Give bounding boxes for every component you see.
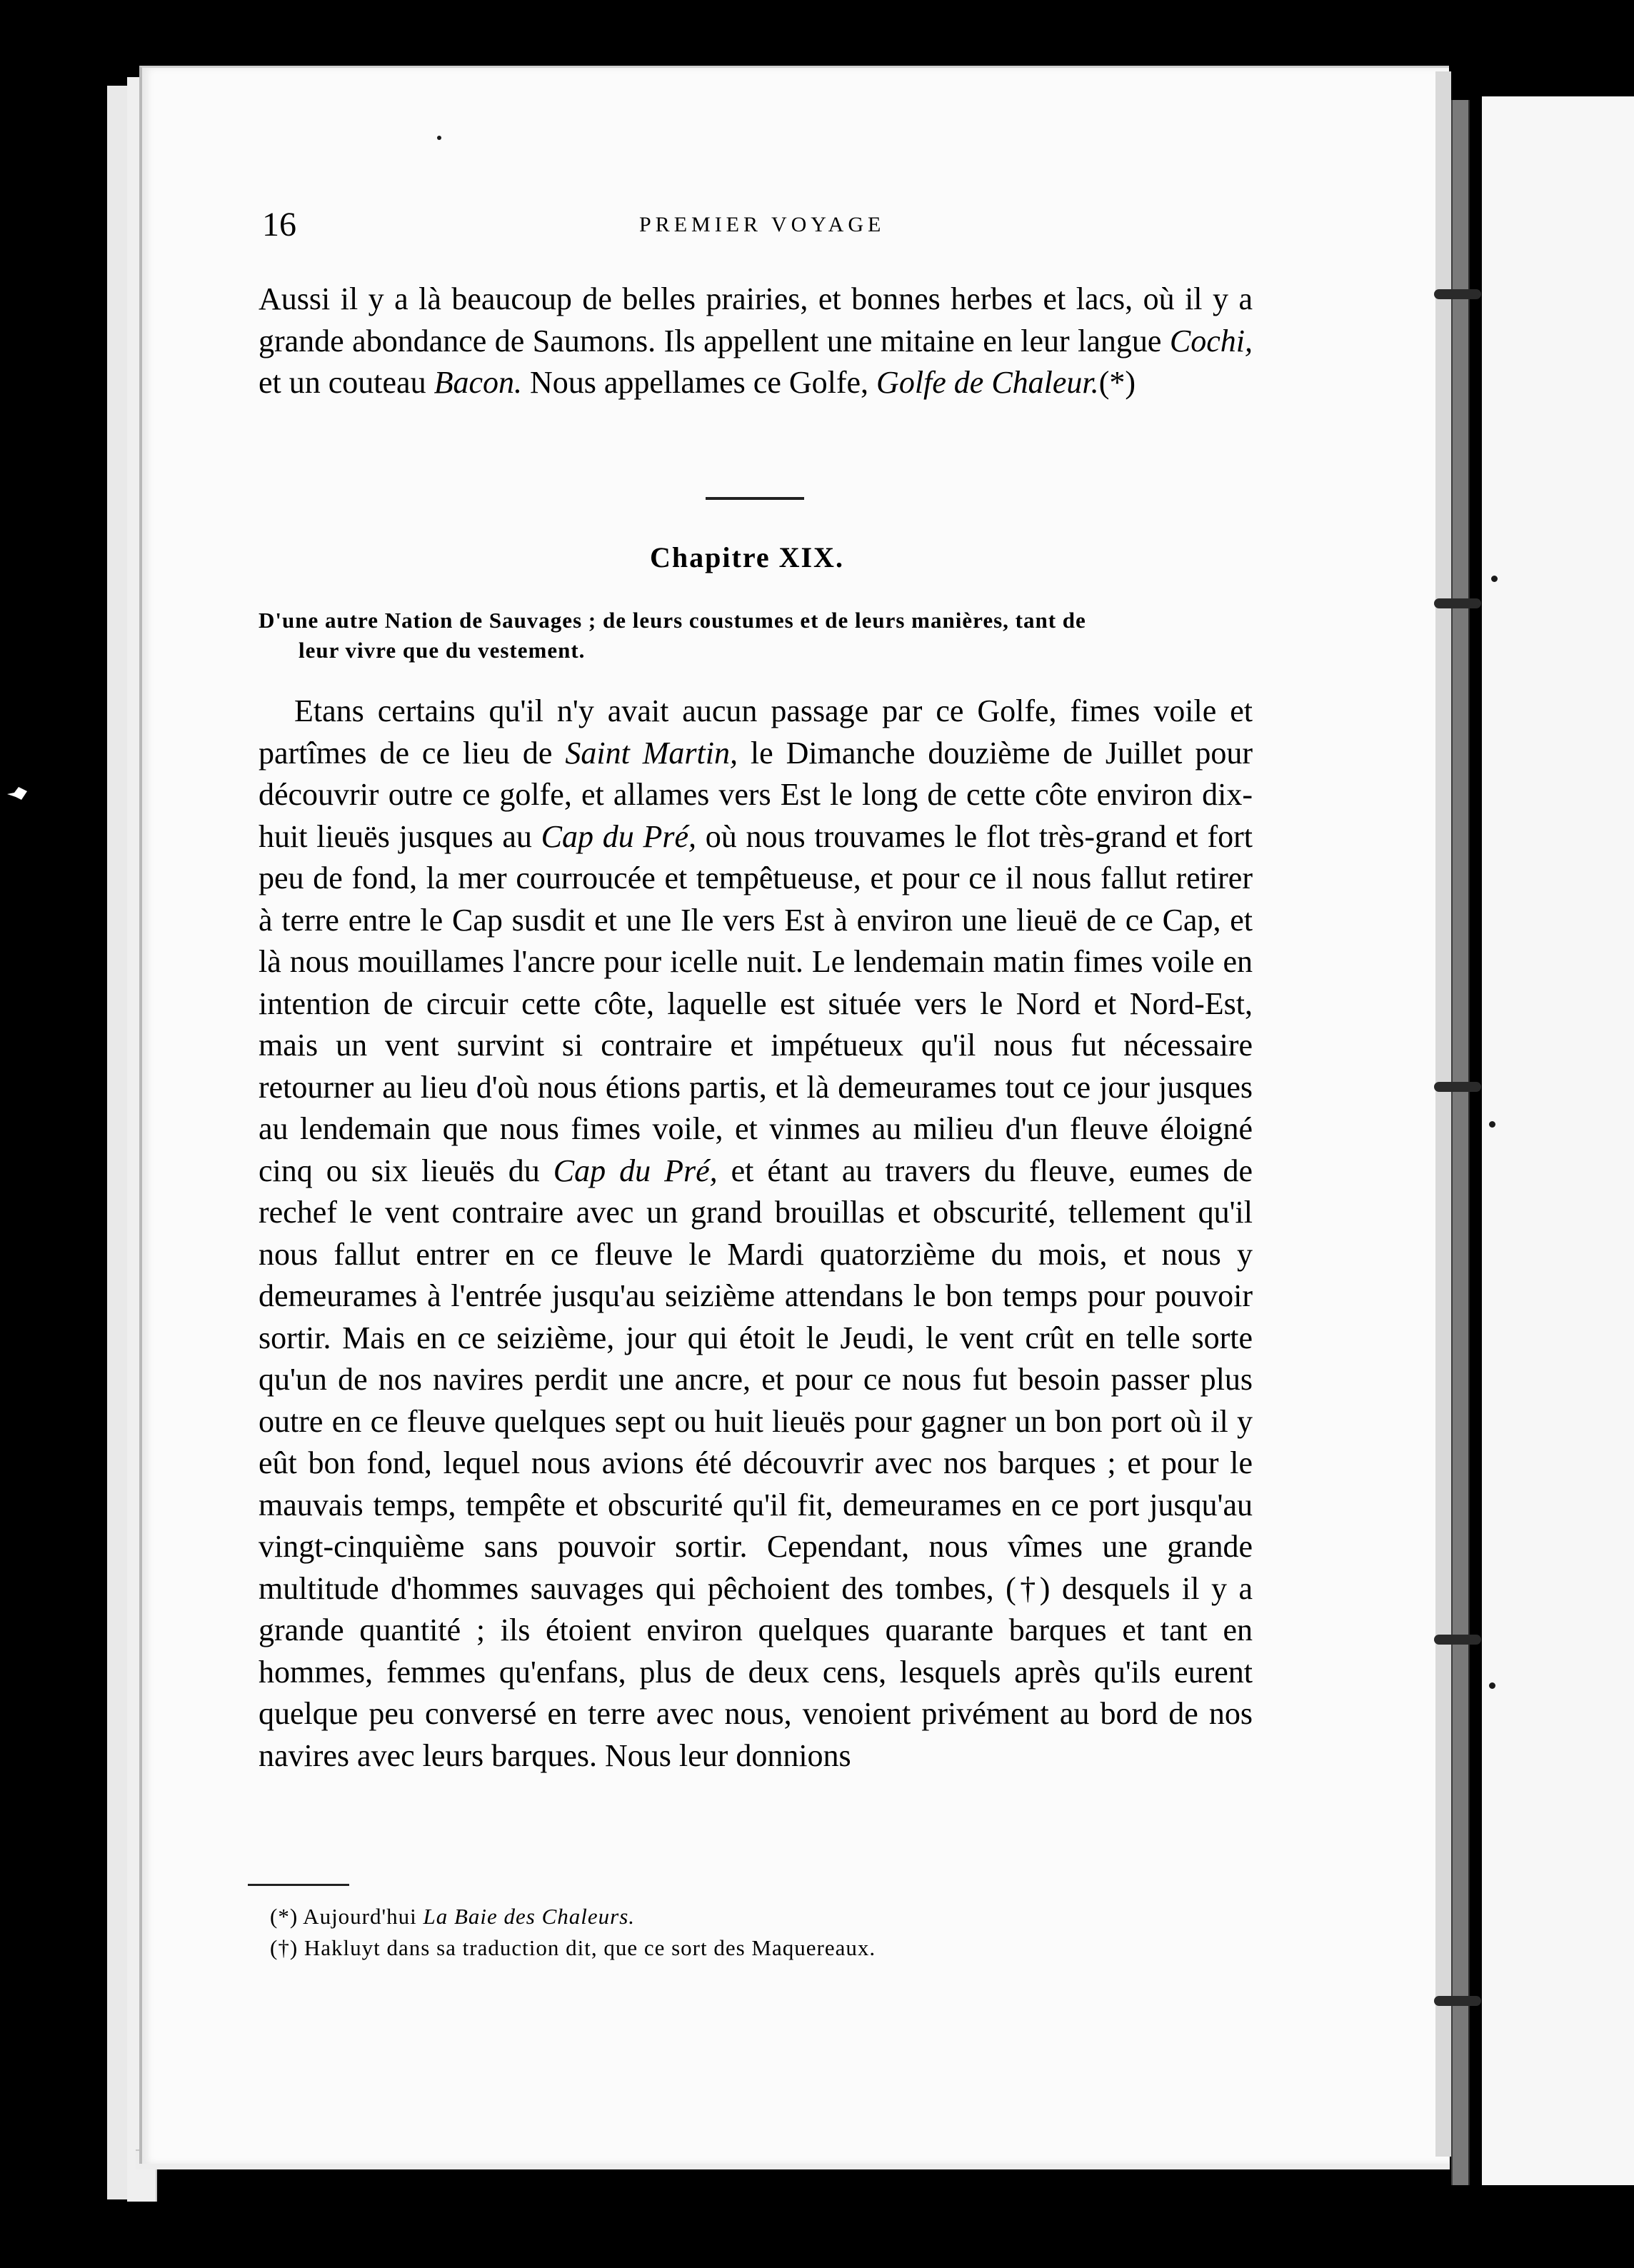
chapter-summary	[259, 606, 1250, 666]
page-gutter-shadow	[1435, 71, 1451, 2157]
scan-artifact-mark	[6, 784, 30, 803]
page-number: 16	[262, 206, 296, 244]
binding-stitch	[1434, 598, 1481, 608]
opening-paragraph: Aussi il y a là beaucoup de belles prairies, et bonnes herbes et lacs, où il y a grande abondance de Saumons. Ils appellent une mitaine en leur langue Cochi, et un couteau Bacon. Nous appellames ce Golfe, Golfe de Chaleur.(*)	[259, 281, 1253, 400]
chapter-summary-line: leur vivre que du vestement.	[299, 638, 586, 663]
chapter-summary-line: D'une autre Nation de Sauvages ; de leurs coustumes et de leurs manières, tant de	[259, 608, 1086, 633]
chapter-title: Chapitre XIX.	[650, 541, 844, 573]
running-head: PREMIER VOYAGE	[639, 213, 886, 236]
binding-stitch	[1434, 289, 1481, 299]
footnote-2: (†) Hakluyt dans sa traduction dit, que ce sort des Maquereaux.	[270, 1935, 876, 1960]
footnote-1: (*) Aujourd'hui La Baie des Chaleurs.	[270, 1904, 636, 1929]
scan-speck	[437, 136, 441, 140]
binding-stitch	[1434, 1996, 1481, 2006]
section-divider	[706, 497, 804, 500]
binding-stitch	[1434, 1635, 1481, 1645]
book-binding	[1451, 100, 1470, 2185]
scan-speck	[1489, 1121, 1495, 1128]
body-paragraph: Etans certains qu'il n'y avait aucun passage par ce Golfe, fimes voile et partîmes de ce lieu de Saint Martin, le Dimanche douzième de Juillet pour découvrir outre ce golfe, et allames vers Est le long de cette côte environ dix-huit lieuës jusques au Cap du Pré, où nous trouvames le flot très-grand et fort peu de fond, la mer courroucée et tempêtueuse, et pour ce il nous fallut retirer à terre entre le Cap susdit et une Ile vers Est à environ une lieuë de ce Cap, et là nous mouillames l'ancre pour icelle nuit. Le lendemain matin fimes voile en intention de circuir cette côte, laquelle est située vers le Nord et Nord-Est, mais un vent survint si contraire et impétueux qu'il nous fut nécessaire retourner au lieu d'où nous étions partis, et là demeurames tout ce jour jusques au lendemain que nous fimes voile, et vinmes au milieu d'un fleuve éloigné cinq ou six lieuës du Cap du Pré, et étant au travers du fleuve, eumes de rechef le vent contraire avec un grand brouillas et obscurité, tellement qu'il nous fallut entrer en ce fleuve le Mardi quatorzième du mois, et nous y demeurames à l'entrée jusqu'au seizième attendans le bon temps pour pouvoir sortir. Mais en ce seizième, jour qui étoit le Jeudi, le vent crût en telle sorte qu'un de nos navires perdit une ancre, et pour ce nous fut besoin passer plus outre en ce fleuve quelques sept ou huit lieuës pour gagner un bon port où il y eût bon fond, lequel nous avions été découvrir avec nos barques ; et pour le mauvais temps, tempête et obscurité qu'il fit, demeurames en ce port jusqu'au vingt-cinquième sans pouvoir sortir. Cependant, nous vîmes une grande multitude d'hommes sauvages qui pêchoient des tombes, (†) desquels il y a grande quantité ; ils étoient environ quelques quarante barques et tant en hommes, femmes qu'enfans, plus de deux cens, lesquels après qu'ils eurent quelque peu conversé en terre avec nous, venoient privément au bord de nos navires avec leurs barques. Nous leur donnions	[259, 693, 1253, 1773]
binding-stitch	[1434, 1082, 1481, 1092]
footnote-divider	[248, 1884, 349, 1886]
footnotes	[270, 1901, 1127, 1964]
facing-page-edge	[1482, 96, 1634, 2185]
scan-speck	[1489, 1682, 1495, 1689]
scan-speck	[1491, 576, 1498, 582]
